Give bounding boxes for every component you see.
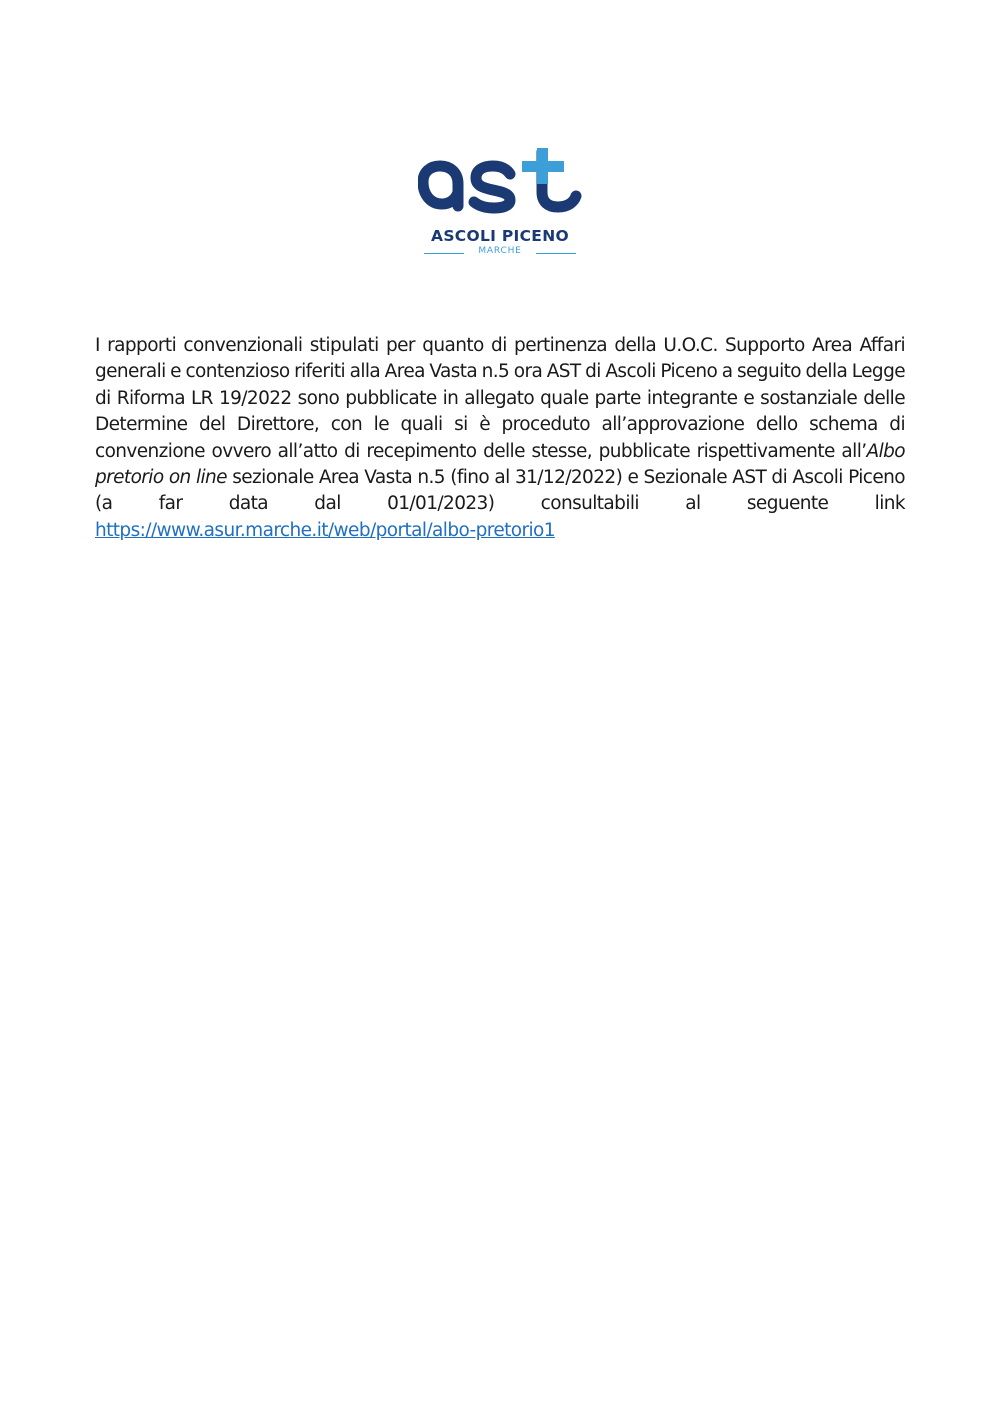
ast-ascoli-piceno-logo [418, 148, 582, 262]
paragraph-text-end: sezionale Area Vasta n.5 (fino al 31/12/2022) e Sezionale AST di Ascoli Piceno (a far data dal 01/01/2023) consultabili al seguente link [95, 467, 906, 515]
logo-region: MARCHE [478, 246, 522, 256]
albo-pretorio-italic: Albo pretorio on line [95, 440, 905, 489]
logo-divider-left [424, 253, 464, 254]
cross-horizontal-shape [522, 161, 564, 172]
logo-divider-right [536, 253, 576, 254]
ast-wordmark-icon [418, 148, 582, 218]
letter-a-shape [423, 166, 458, 206]
document-paragraph [95, 333, 905, 544]
letter-s-shape [474, 166, 510, 208]
logo-name: ASCOLI PICENO [431, 227, 569, 245]
albo-pretorio-link[interactable]: https://www.asur.marche.it/web/portal/albo-pretorio1 [95, 519, 555, 541]
paragraph-text-start: I rapporti convenzionali stipulati per quanto di pertinenza della U.O.C. Supporto Area Affari generali e contenzioso riferiti alla Area Vasta n.5 ora AST di Ascoli Piceno a seguito della Legge di Riforma LR 19/2022 sono pubblicate in allegato quale parte integrante e sostanziale delle Determine del Direttore, con le quali si è proceduto all’approvazione dello schema di convenzione ovvero all’atto di recepimento delle stesse, pubblicate rispettivamente all’ [95, 335, 905, 462]
